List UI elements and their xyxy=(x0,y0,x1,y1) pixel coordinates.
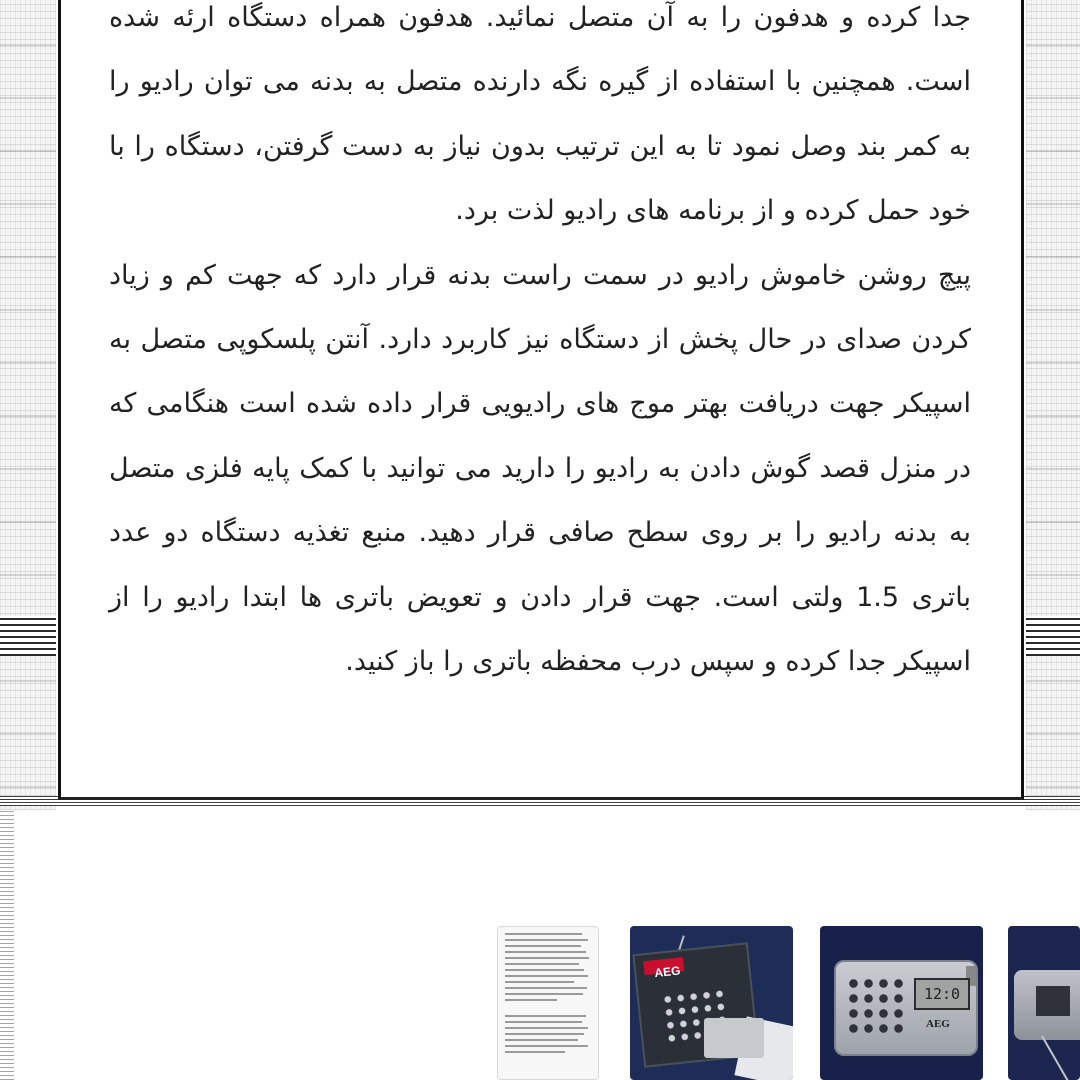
thumbnail-product-box[interactable] xyxy=(630,926,793,1080)
thumbnail-radio-side[interactable] xyxy=(1008,926,1080,1080)
radio-brand-label: AEG xyxy=(926,1018,950,1030)
brand-logo: AEG xyxy=(653,963,682,981)
background-noise-left xyxy=(0,0,56,810)
brand-band xyxy=(643,957,684,981)
article-text-card xyxy=(58,0,1024,800)
radio-image xyxy=(834,960,978,1056)
stand-wire xyxy=(1041,1036,1073,1080)
background-noise-left-lower xyxy=(0,810,14,1080)
scanline-bars-left xyxy=(0,616,56,656)
battery-compartment xyxy=(1036,986,1070,1016)
background-noise-right xyxy=(1026,0,1080,810)
article-paragraph-2: پیچ روشن خاموش رادیو در سمت راست بدنه قرار دارد که جهت کم و زیاد کردن صدای در حال پخش از دستگاه نیز کاربرد دارد. آنتن پلسکوپی متصل به اسپیکر جهت دریافت بهتر موج های رادیویی قرار داده شده است هنگامی که در منزل قصد گوش دادن به رادیو را دارید می توانید با کمک پایه فلزی متصل به بدنه رادیو را بر روی سطح صافی قرار دهید. منبع تغذیه دستگاه دو عدد باتری 1.5 ولتی است. جهت قرار دادن و تعویض باتری ها ابتدا رادیو را از اسپیکر جدا کرده و سپس درب محفظه باتری را باز کنید. xyxy=(109,259,971,678)
radio-display: 12:0 xyxy=(914,978,970,1010)
thumbnail-document[interactable] xyxy=(497,926,599,1080)
radio-side-image xyxy=(1014,970,1080,1040)
thumbnail-radio-front[interactable] xyxy=(820,926,983,1080)
scanline-bars-right xyxy=(1026,616,1080,656)
mini-radio-image xyxy=(704,1018,764,1058)
document-preview-lines xyxy=(505,933,591,1053)
article-paragraph-1: جدا کرده و هدفون را به آن متصل نمائید. هدفون همراه دستگاه ارئه شده است. همچنین با استفاده از گیره نگه دارنده متصل به بدنه می توان رادیو را به کمر بند وصل نمود تا به این ترتیب بدون نیاز به دست گرفتن، دستگاه را با خود حمل کرده و از برنامه های رادیو لذت برد. xyxy=(109,2,971,227)
speaker-grille xyxy=(846,976,906,1036)
